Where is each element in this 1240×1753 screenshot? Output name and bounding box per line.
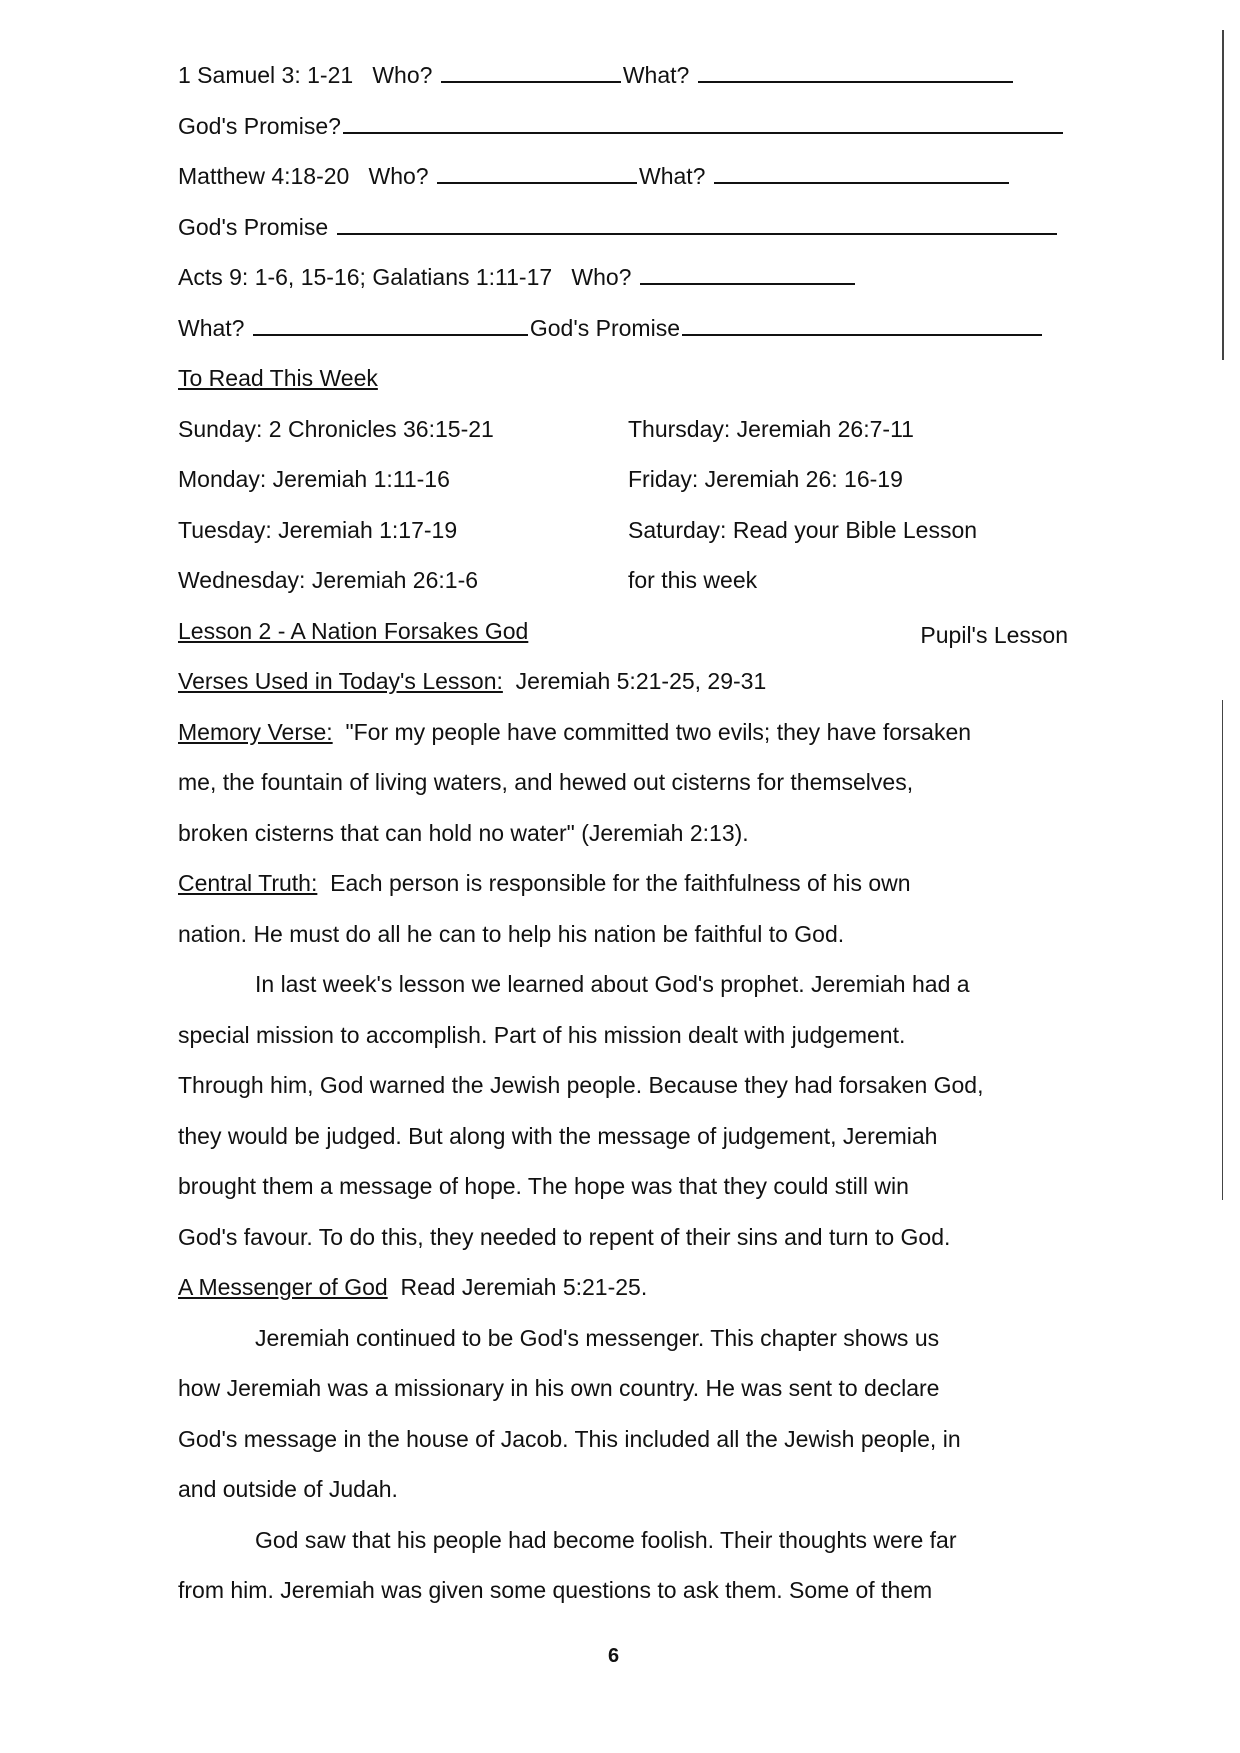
promise-blank[interactable] (337, 233, 1057, 235)
section-row (178, 1262, 1088, 1313)
body-text: they would be judged. But along with the message of judgement, Jeremiah (178, 1122, 938, 1149)
body-text: special mission to accomplish. Part of his mission dealt with judgement. (178, 1021, 906, 1048)
scan-edge (1222, 700, 1223, 1200)
what-blank[interactable] (714, 182, 1009, 184)
memory-text: "For my people have committed two evils; they have forsaken (345, 718, 972, 745)
scan-edge (1222, 30, 1224, 360)
reading-day: Friday: Jeremiah 26: 16-19 (628, 466, 903, 492)
body-text: from him. Jeremiah was given some questions to ask them. Some of them (178, 1577, 933, 1603)
what-label: What? (622, 62, 690, 88)
promise-label: God's Promise (529, 314, 680, 341)
body-text: Jeremiah continued to be God's messenger. This chapter shows us (255, 1324, 940, 1351)
reading-day: Wednesday: Jeremiah 26:1-6 (178, 567, 479, 593)
verses-row (178, 656, 1088, 707)
worksheet-line (178, 101, 1088, 152)
promise-label: God's Promise (178, 213, 329, 240)
worksheet-line (178, 303, 1088, 354)
reading-day: Monday: Jeremiah 1:11-16 (178, 466, 450, 492)
who-blank[interactable] (441, 81, 621, 83)
body-text: God saw that his people had become foolish. Their thoughts were far (255, 1526, 957, 1553)
memory-verse-row (178, 707, 1088, 758)
memory-label: Memory Verse: (178, 718, 333, 745)
reading-row (178, 555, 1088, 606)
body-text: Through him, God warned the Jewish people. Because they had forsaken God, (178, 1072, 984, 1098)
body-text: brought them a message of hope. The hope was that they could still win (178, 1173, 909, 1199)
section-read: Read Jeremiah 5:21-25. (400, 1274, 648, 1300)
memory-text: me, the fountain of living waters, and hewed out cisterns for themselves, (178, 769, 914, 795)
worksheet-line (178, 202, 1088, 253)
verses-text: Jeremiah 5:21-25, 29-31 (515, 668, 767, 694)
body-text: and outside of Judah. (178, 1476, 398, 1502)
reading-day: Sunday: 2 Chronicles 36:15-21 (178, 415, 494, 442)
what-blank[interactable] (698, 81, 1013, 83)
what-label: What? (638, 163, 706, 189)
who-label: Who? (372, 62, 433, 88)
worksheet-line (178, 50, 1088, 101)
lesson-tag: Pupil's Lesson (920, 621, 1068, 648)
scripture-ref: Acts 9: 1-6, 15-16; Galatians 1:11-17 (178, 264, 553, 290)
truth-text: nation. He must do all he can to help his nation be faithful to God. (178, 920, 845, 947)
scripture-ref: 1 Samuel 3: 1-21 (178, 62, 354, 88)
lesson-title: Lesson 2 - A Nation Forsakes God (178, 617, 529, 644)
promise-blank[interactable] (343, 132, 1063, 134)
scripture-ref: Matthew 4:18-20 (178, 163, 350, 189)
reading-heading: To Read This Week (178, 365, 378, 391)
who-blank[interactable] (640, 283, 855, 285)
reading-day: Tuesday: Jeremiah 1:17-19 (178, 516, 458, 543)
reading-row (178, 404, 1088, 455)
who-label: Who? (571, 264, 632, 290)
memory-text: broken cisterns that can hold no water" (Jeremiah 2:13). (178, 819, 749, 846)
who-blank[interactable] (437, 182, 637, 184)
verses-label: Verses Used in Today's Lesson: (178, 668, 503, 694)
reading-row (178, 454, 1088, 505)
truth-label: Central Truth: (178, 870, 318, 896)
promise-blank[interactable] (682, 334, 1042, 336)
what-label: What? (178, 314, 245, 341)
promise-label: God's Promise? (178, 112, 341, 139)
reading-day: Saturday: Read your Bible Lesson (628, 516, 978, 543)
lesson-title-row (178, 606, 1088, 657)
reading-row (178, 505, 1088, 556)
central-truth-row (178, 858, 1088, 909)
section-heading: A Messenger of God (178, 1274, 388, 1300)
worksheet-line (178, 252, 1088, 303)
body-text: God's message in the house of Jacob. This included all the Jewish people, in (178, 1425, 961, 1452)
body-text: God's favour. To do this, they needed to repent of their sins and turn to God. (178, 1223, 951, 1250)
body-text: In last week's lesson we learned about God's prophet. Jeremiah had a (255, 971, 970, 997)
truth-text: Each person is responsible for the faithfulness of his own (330, 870, 911, 896)
what-blank[interactable] (253, 334, 528, 336)
body-text: how Jeremiah was a missionary in his own country. He was sent to declare (178, 1375, 940, 1401)
who-label: Who? (368, 163, 429, 189)
page-number: 6 (608, 1645, 620, 1667)
worksheet-page (178, 50, 1088, 1616)
reading-day: Thursday: Jeremiah 26:7-11 (628, 415, 914, 442)
worksheet-line (178, 151, 1088, 202)
reading-day: for this week (628, 567, 758, 593)
